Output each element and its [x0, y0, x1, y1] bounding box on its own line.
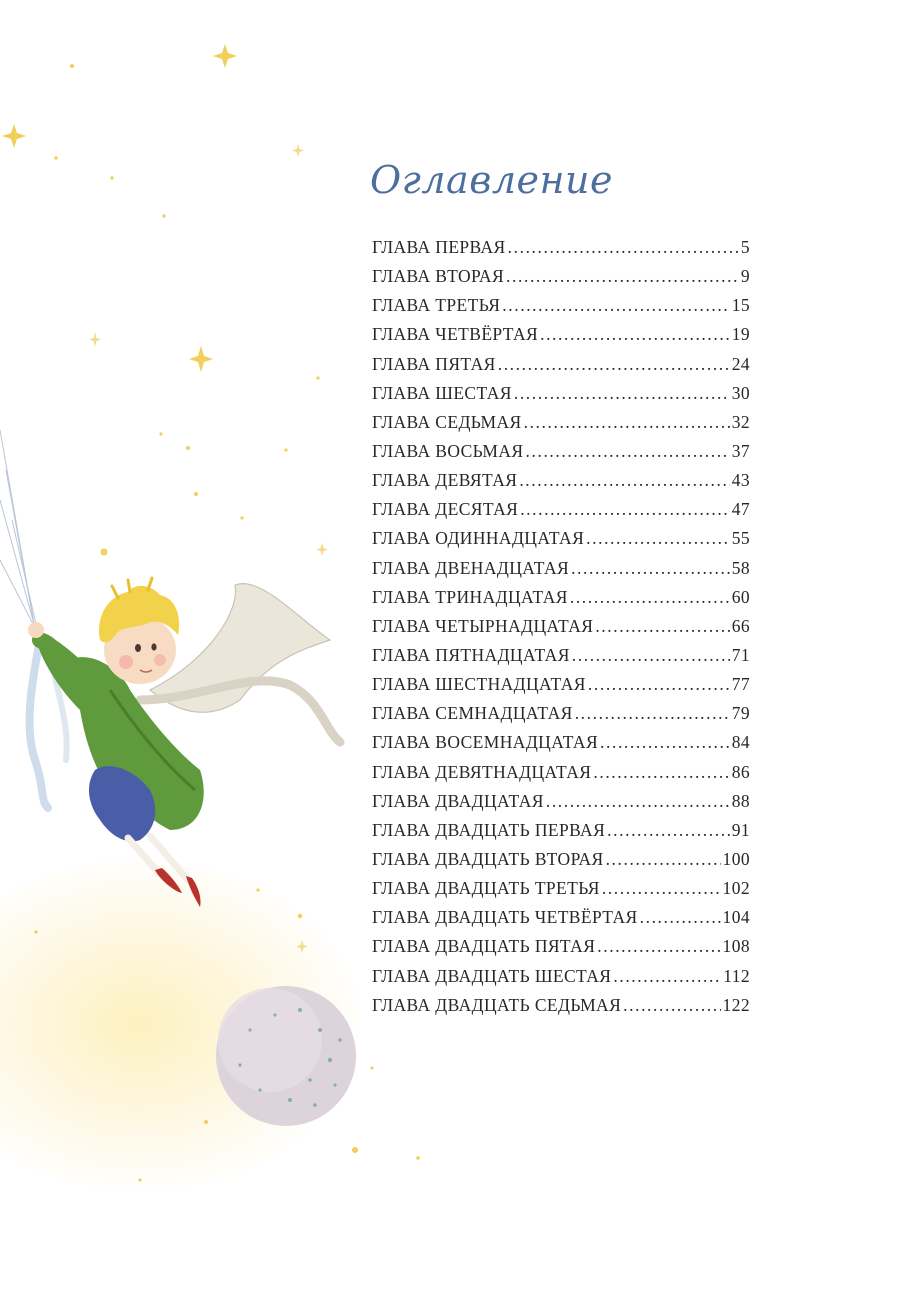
toc-entry-title: ГЛАВА ДЕВЯТНАДЦАТАЯ	[372, 761, 592, 782]
toc-entry-title: ГЛАВА ДЕВЯТАЯ	[372, 470, 518, 491]
toc-page-number: 108	[722, 936, 750, 957]
trousers	[89, 766, 155, 841]
star-icon	[296, 940, 308, 953]
toc-dot-leader	[595, 616, 729, 637]
toc-entry[interactable]	[372, 354, 750, 383]
coat	[35, 633, 204, 830]
toc-entry-title: ГЛАВА СЕМНАДЦАТАЯ	[372, 703, 573, 724]
toc-entry-title: ГЛАВА ЧЕТВЁРТАЯ	[372, 324, 539, 345]
toc-entry[interactable]	[372, 528, 750, 557]
toc-dot-leader	[575, 703, 730, 724]
toc-entry[interactable]	[372, 936, 750, 965]
toc-entry-title: ГЛАВА ОДИННАДЦАТАЯ	[372, 528, 585, 549]
toc-entry-title: ГЛАВА ШЕСТНАДЦАТАЯ	[372, 674, 586, 695]
toc-dot-leader	[519, 470, 729, 491]
toc-page-number: 55	[731, 528, 750, 549]
starlight-glow	[0, 860, 360, 1190]
toc-entry[interactable]	[372, 878, 750, 907]
toc-entry[interactable]	[372, 703, 750, 732]
toc-page-number: 100	[722, 848, 750, 869]
toc-entry[interactable]	[372, 412, 750, 441]
toc-title: Оглавление	[370, 158, 614, 202]
toc-page-number: 104	[722, 907, 750, 928]
toc-entry[interactable]	[372, 383, 750, 412]
toc-entry-title: ГЛАВА ДВЕНАДЦАТАЯ	[372, 557, 570, 578]
toc-page-number: 79	[731, 703, 750, 724]
toc-page-number: 91	[731, 819, 750, 840]
toc-entry[interactable]	[372, 237, 750, 266]
toc-entry[interactable]	[372, 558, 750, 587]
toc-entry-title: ГЛАВА ВОСЬМАЯ	[372, 440, 524, 461]
toc-dot-leader	[606, 849, 721, 870]
toc-dot-leader	[640, 907, 721, 928]
star-icon	[2, 124, 26, 148]
scarf	[30, 584, 340, 808]
toc-page-number: 112	[723, 965, 750, 986]
toc-page-number: 86	[731, 761, 750, 782]
toc-dot-leader	[520, 499, 729, 520]
toc-entry[interactable]	[372, 849, 750, 878]
toc-page-number: 19	[731, 324, 750, 345]
toc-entry-title: ГЛАВА ПЯТНАДЦАТАЯ	[372, 644, 570, 665]
toc-entry[interactable]	[372, 324, 750, 353]
toc-dot-leader	[613, 966, 721, 987]
toc-entry-title: ГЛАВА ДВАДЦАТЬ ШЕСТАЯ	[372, 965, 612, 986]
toc-entry-title: ГЛАВА ТРИНАДЦАТАЯ	[372, 586, 568, 607]
toc-page-number: 77	[731, 674, 750, 695]
stars	[2, 44, 420, 1182]
toc-entry[interactable]	[372, 470, 750, 499]
toc-dot-leader	[593, 762, 729, 783]
toc-entry[interactable]	[372, 645, 750, 674]
toc-dot-leader	[597, 936, 720, 957]
toc-entry-title: ГЛАВА ДВАДЦАТЬ СЕДЬМАЯ	[372, 994, 622, 1015]
toc-entry[interactable]	[372, 441, 750, 470]
toc-dot-leader	[546, 791, 730, 812]
toc-entry[interactable]	[372, 295, 750, 324]
toc-entry-title: ГЛАВА ШЕСТАЯ	[372, 382, 512, 403]
toc-entry[interactable]	[372, 266, 750, 295]
toc-entry-title: ГЛАВА ДВАДЦАТЬ ПЯТАЯ	[372, 936, 596, 957]
toc-page-number: 32	[731, 411, 750, 432]
star-icon	[316, 543, 328, 556]
toc-entry[interactable]	[372, 587, 750, 616]
toc-entry-title: ГЛАВА ВОСЕМНАДЦАТАЯ	[372, 732, 599, 753]
toc-entry[interactable]	[372, 616, 750, 645]
toc-dot-leader	[602, 878, 721, 899]
head	[99, 578, 179, 684]
toc-entry[interactable]	[372, 907, 750, 936]
toc-page-number: 66	[731, 615, 750, 636]
toc-entry[interactable]	[372, 820, 750, 849]
toc-dot-leader	[502, 295, 729, 316]
toc-page-number: 5	[740, 237, 750, 257]
star-icon	[292, 144, 304, 157]
toc-entry[interactable]	[372, 732, 750, 761]
toc-page-number: 9	[740, 266, 750, 287]
toc-entry[interactable]	[372, 674, 750, 703]
toc-dot-leader	[498, 354, 730, 375]
toc-dot-leader	[607, 820, 730, 841]
balloon-strings	[0, 430, 36, 624]
toc-page-number: 47	[731, 499, 750, 520]
toc-page-number: 37	[731, 440, 750, 461]
toc-dot-leader	[586, 528, 730, 549]
toc-entry[interactable]	[372, 995, 750, 1024]
star-icon	[213, 44, 237, 68]
toc-page-number: 88	[731, 790, 750, 811]
toc-entry-title: ГЛАВА ДВАДЦАТЬ ПЕРВАЯ	[372, 819, 606, 840]
toc-entry-title: ГЛАВА ДВАДЦАТЬ ЧЕТВЁРТАЯ	[372, 907, 638, 928]
toc-dot-leader	[514, 383, 730, 404]
toc-entry-title: ГЛАВА СЕДЬМАЯ	[372, 411, 522, 432]
toc-page-number: 30	[731, 382, 750, 403]
toc-entry[interactable]	[372, 499, 750, 528]
toc-entry-title: ГЛАВА ДВАДЦАТЬ ТРЕТЬЯ	[372, 878, 600, 899]
toc-entry-title: ГЛАВА ПЕРВАЯ	[372, 237, 506, 257]
toc-entry-title: ГЛАВА ДВАДЦАТАЯ	[372, 790, 544, 811]
toc-dot-leader	[571, 558, 730, 579]
toc-entry-title: ГЛАВА ТРЕТЬЯ	[372, 295, 501, 316]
toc-dot-leader	[526, 441, 730, 462]
toc-page-number: 43	[731, 470, 750, 491]
toc-dot-leader	[600, 732, 730, 753]
toc-dot-leader	[623, 995, 720, 1016]
toc-page-number: 15	[731, 295, 750, 316]
toc-entry[interactable]	[372, 762, 750, 791]
toc-entry-title: ГЛАВА ДВАДЦАТЬ ВТОРАЯ	[372, 848, 604, 869]
toc-dot-leader	[588, 674, 730, 695]
star-icon	[189, 346, 213, 372]
arm	[28, 622, 100, 690]
toc-entry-title: ГЛАВА ДЕСЯТАЯ	[372, 499, 519, 520]
toc-dot-leader	[506, 266, 739, 287]
toc-entry[interactable]	[372, 966, 750, 995]
table-of-contents	[372, 237, 750, 1024]
toc-entry[interactable]	[372, 791, 750, 820]
toc-entry-title: ГЛАВА ПЯТАЯ	[372, 353, 496, 374]
toc-page-number: 60	[731, 586, 750, 607]
toc-dot-leader	[540, 324, 730, 345]
toc-page-number: 84	[731, 732, 750, 753]
toc-entry-title: ГЛАВА ЧЕТЫРНАДЦАТАЯ	[372, 615, 594, 636]
toc-dot-leader	[570, 587, 730, 608]
star-icon	[89, 332, 101, 347]
toc-page-number: 24	[731, 353, 750, 374]
toc-page-number: 122	[722, 994, 750, 1015]
toc-entry-title: ГЛАВА ВТОРАЯ	[372, 266, 505, 287]
legs	[128, 836, 201, 907]
toc-page-number: 58	[731, 557, 750, 578]
toc-page-number: 102	[722, 878, 750, 899]
toc-dot-leader	[572, 645, 730, 666]
toc-page-number: 71	[731, 644, 750, 665]
toc-dot-leader	[524, 412, 730, 433]
toc-dot-leader	[508, 237, 739, 258]
planet	[216, 986, 356, 1126]
